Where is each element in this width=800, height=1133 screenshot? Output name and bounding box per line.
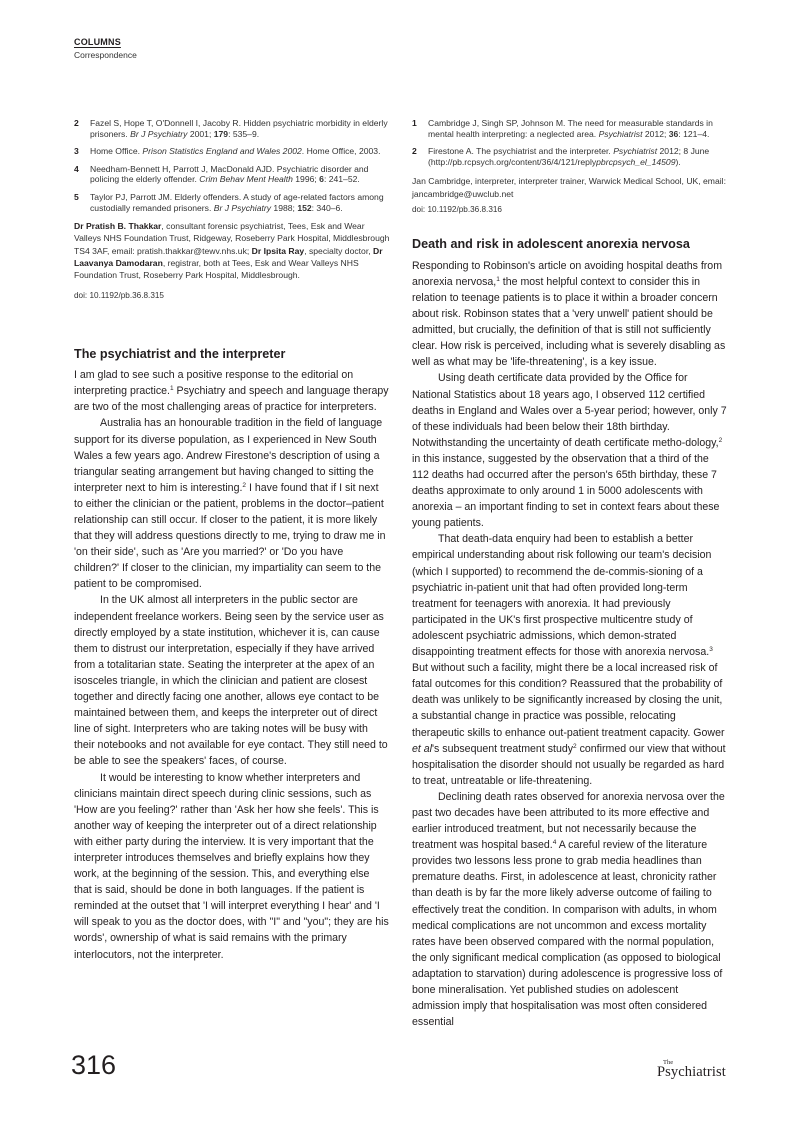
paragraph: Declining death rates observed for anorexia nervosa over the past two decades have been attributed to its more effective and earlier introduced treatment, but not necessarily because the treatment was hospital based.$^4$ A careful review of the literature provides two lessons less prone to grab media headlines than premature deaths. First, in adolescence at least, chronicity rather than death is by far the more likely adverse outcome of failing to effectively treat the condition. In comparison with adults, in whom medical complications are not uncommon and excess mortality rates have been observed compared with the normal population, the only significant medical complication (as opposed to biological adaptation to starvation) during adolescence is progressive loss of bone mineralisation. Yet published studies on adolescent admission imply that hospitalisation was most often considered essential bbox=[412, 790, 725, 1029]
paragraph: That death-data enquiry had been to establish a better empirical understanding about risk following our team's decision (which I supported) to recommend the de-commis-sioning of a psychiatric in-patient unit that had often provided long-term treatment for teenagers with anorexia. It had previously participated in the UK's first prospective multicentre study of adolescent psychiatric admissions, which demon-strated disappointing treatment effects for those with anorexia nervosa.$^3$ But without such a facility, might there be a local increased risk of fatal outcomes for this condition? Reassured that the probability of death was unlikely to be significantly increased by closing the unit, a substantial change in practice was possible, relocating therapeutic skills to enhance out-patient treatment capacity. Gower et al's subsequent treatment study$^2$ confirmed our view that without hospitalisation the disorder should not usually be regarded as hard to treat, untreatable or life-threatening. bbox=[412, 533, 726, 787]
journal-logo bbox=[655, 1059, 730, 1085]
subsection-label: Correspondence bbox=[74, 50, 137, 60]
reference-item: 4 Needham-Bennett H, Parrott J, MacDonald AJD. Psychiatric disorder and policing the elderly offender. Crim Behav Ment Health 1996; 6: 241–52. bbox=[74, 163, 369, 185]
reference-item: 1 Cambridge J, Singh SP, Johnson M. The need for measurable standards in mental health interpreting: a neglected area. Psychiatrist 2012; 36: 121–4. bbox=[412, 118, 713, 139]
paragraph: Using death certificate data provided by the Office for National Statistics about 18 years ago, I observed 112 certified deaths in England and Wales over a 5-year period; however, only 7 of these individuals had been below their 18th birthday. Notwithstanding the uncertainty of death certificate metho-dology,$^2$ in this instance, suggested by the observation that a third of the 112 deaths had occurred after the person's 65th birthday, these 7 deaths approximate to only around 1 in 5000 adolescents with anorexia – an important finding to set in context fears about these young patients. bbox=[412, 372, 727, 530]
article-body bbox=[74, 367, 390, 962]
doi-label: doi: 10.1192/pb.36.8.315 bbox=[74, 291, 164, 301]
reference-item: 2 Fazel S, Hope T, O'Donnell I, Jacoby R. Hidden psychiatric morbidity in elderly prisoners. Br J Psychiatry 2001; 179: 535–9. bbox=[74, 118, 388, 139]
logo-the: The bbox=[663, 1059, 674, 1066]
paragraph: In the UK almost all interpreters in the public sector are independent freelance workers. Being seen by the service user as directly employed by a state institution, whichever it is, can cause them to distrust our interpretation, especially if they have arrived from a totalitarian state. Seating the interpreter at the apex of an isosceles triangle, in which the clinician and patient are closest together and directly facing one another, allows eye contact to be maintained between them, and keeps the interpreter out of direct line of sight. Interpreters who are taking notes will be busy with their notebooks and not available for eye contact. They still need to be able to see the speakers' faces, of course. bbox=[74, 594, 388, 768]
reference-list bbox=[412, 118, 728, 167]
paragraph: Australia has an honourable tradition in the field of language support for its diverse population, as I experienced in New South Wales a few years ago. Andrew Firestone's description of using a triangular seating arrangement but having changed to sitting the interpreter next to him is interesting.$^2$ I have found that if I sit next to either the clinician or the patient, problems in the doctor–patient relationship can still occur. If closer to the patient, it is more likely that they will address questions directly to me, trying to draw me in 'on their side', such as 'Are you married?' or 'Do you have children?' If closer to the clinician, my impartiality can seem to the patient to be compromised. bbox=[74, 417, 386, 591]
author-affiliation: Dr Pratish B. Thakkar, consultant forensic psychiatrist, Tees, Esk and Wear Valleys NHS Foundation Trust, Ridgeway, Roseberry Park Hospital, Middlesbrough TS4 3AF, email: pratish.thakkar@tewv.nhs.uk; Dr Ipsita Ray, specialty doctor, Dr Laavanya Damodaran, registrar, both at Tees, Esk and Wear Valleys NHS Foundation Trust, Roseberry Park Hospital, Middlesbrough. bbox=[74, 221, 390, 280]
right-column bbox=[412, 118, 728, 1030]
paragraph: It would be interesting to know whether interpreters and clinicians maintain direct speech during clinic sessions, such as 'How are you feeling?' rather than 'Ask her how she feels'. This is another way of keeping the interpreter out of a direct relationship with either party during the interview. It is very important that the interpreter introduces themselves and briefly explains how they work, at the beginning of the session. This, and everything else that is said, should be done in both languages. If the patient is reminded at the outset that 'I will interpret everything I hear' and 'I will speak to you as the doctor does, with "I" and "you"; they are his words', ownership of what is said remains with the primary interlocutors, not the interpreter. bbox=[74, 771, 389, 961]
article-body bbox=[412, 258, 728, 1031]
paragraph: I am glad to see such a positive response to the editorial on interpreting practice.$^1$ Psychiatry and speech and language therapy are two of the most challenging areas of practice for interpreters. bbox=[74, 369, 389, 414]
doi-label: doi: 10.1192/pb.36.8.316 bbox=[412, 204, 502, 214]
page-number: 316 bbox=[71, 1050, 117, 1080]
logo-wordmark: Psychiatrist bbox=[657, 1064, 726, 1080]
running-header bbox=[74, 37, 137, 62]
reference-item: 3 Home Office. Prison Statistics England and Wales 2002. Home Office, 2003. bbox=[74, 146, 381, 157]
reference-list bbox=[74, 118, 390, 213]
section-label: COLUMNS bbox=[74, 37, 121, 47]
article-title: The psychiatrist and the interpreter bbox=[74, 347, 286, 362]
reference-item: 2 Firestone A. The psychiatrist and the interpreter. Psychiatrist 2012; 8 June (http://pb.rcpsych.org/content/36/4/121/replypbrcpsych_el_14509). bbox=[412, 146, 710, 167]
article-title: Death and risk in adolescent anorexia nervosa bbox=[412, 236, 690, 251]
left-column bbox=[74, 118, 390, 963]
reference-item: 5 Taylor PJ, Parrott JM. Elderly offenders. A study of age-related factors among custodially remanded prisoners. Br J Psychiatry 1988; 152: 340–6. bbox=[74, 191, 384, 213]
paragraph: Responding to Robinson's article on avoiding hospital deaths from anorexia nervosa,$^1$ the most helpful context to consider this in relation to teenage patients is to place it within a broader concern about risk. Robinson states that a 'very unwell' patient should be admitted, but crucially, the definition of that is still not sufficiently clear. How risk is perceived, including what is severely disabling as well as what may be 'life-threatening', is a key issue. bbox=[412, 259, 726, 369]
author-affiliation: Jan Cambridge, interpreter, interpreter trainer, Warwick Medical School, UK, email: jancambridge@uwclub.net bbox=[412, 176, 726, 199]
